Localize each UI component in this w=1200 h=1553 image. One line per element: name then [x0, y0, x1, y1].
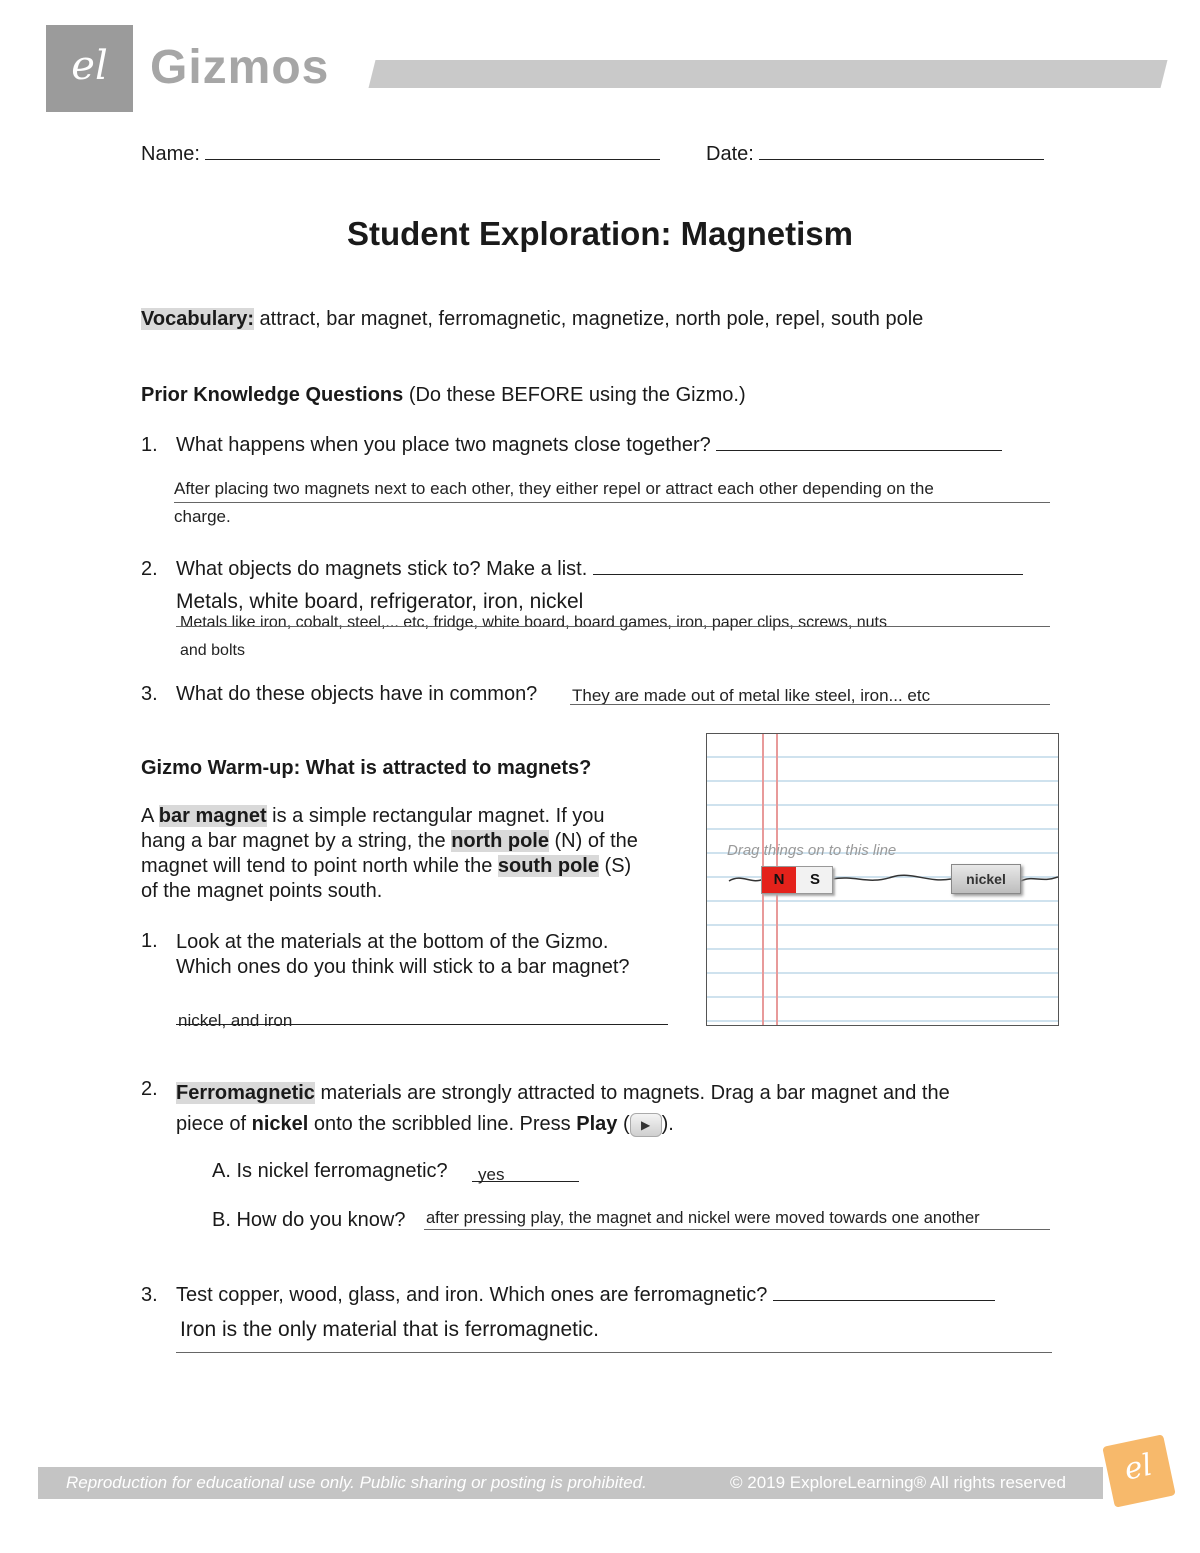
warmup-q3-text: Test copper, wood, glass, and iron. Which ones are ferromagnetic? — [176, 1284, 995, 1307]
prior-q1-text: What happens when you place two magnets close together? — [176, 434, 1002, 457]
answer-line — [176, 626, 1050, 627]
prior-q2: 2. — [141, 558, 158, 580]
gizmos-logo — [46, 25, 133, 112]
magnet-north-pole: N — [762, 867, 796, 893]
warmup-q1-answer[interactable]: nickel, and iron — [178, 1011, 293, 1030]
name-field[interactable] — [141, 143, 660, 166]
warmup-q2: 2. — [141, 1078, 158, 1100]
warmup-q2a-answer[interactable]: yes — [478, 1165, 505, 1184]
warmup-q2b-answer[interactable]: after pressing play, the magnet and nickel were moved towards one another — [426, 1209, 980, 1227]
explorelearning-logo — [1102, 1434, 1176, 1508]
footer-logo-mark: el — [1121, 1447, 1156, 1488]
page-title: Student Exploration: Magnetism — [346, 215, 854, 252]
gizmo-screenshot — [706, 733, 1059, 1026]
warmup-q2a: A. Is nickel ferromagnetic? — [212, 1160, 448, 1182]
term-bar-magnet: bar magnet — [158, 805, 267, 827]
answer-line — [472, 1181, 579, 1182]
prior-knowledge-heading: Prior Knowledge Questions (Do these BEFORE using the Gizmo.) — [141, 384, 746, 406]
magnet-south-pole: S — [809, 871, 820, 888]
term-ferromagnetic: Ferromagnetic — [176, 1082, 315, 1104]
prior-q2-answer-1[interactable]: Metals like iron, cobalt, steel,... etc, fridge, white board, board games, iron, paper clips, screws, nuts — [180, 614, 887, 631]
warmup-q1-text: Look at the materials at the bottom of the Gizmo. Which ones do you think will stick to a bar magnet? — [176, 931, 630, 978]
vocabulary — [141, 308, 923, 331]
answer-line — [570, 704, 1050, 705]
warmup-q3-answer[interactable]: Iron is the only material that is ferromagnetic. — [180, 1318, 600, 1341]
term-north-pole: north pole — [451, 830, 549, 852]
play-icon: ▶ — [630, 1113, 662, 1137]
warmup-q2b: B. How do you know? — [212, 1209, 406, 1231]
prior-q2-answer-2[interactable]: and bolts — [180, 642, 245, 659]
warmup-heading: Gizmo Warm-up: What is attracted to magnets? — [141, 757, 592, 779]
footer-notice: Reproduction for educational use only. Public sharing or posting is prohibited. — [66, 1473, 647, 1492]
warmup-q3: 3. — [141, 1284, 158, 1306]
footer-copyright: © 2019 ExploreLearning® All rights reserved — [730, 1473, 1066, 1492]
date-line[interactable] — [759, 143, 1044, 160]
name-label: Name: — [141, 143, 200, 165]
logo-mark: el — [71, 43, 108, 89]
header-bar — [369, 60, 1168, 88]
prior-q2-typed-answer[interactable]: Metals, white board, refrigerator, iron, nickel — [176, 590, 584, 613]
nickel-piece[interactable]: nickel — [951, 864, 1021, 894]
answer-line — [176, 1024, 668, 1025]
warmup-paragraph: A bar magnet is a simple rectangular magnet. If you hang a bar magnet by a string, the north pole (N) of the magnet will tend to point north while the south pole (S) of the magnet points south. — [141, 805, 638, 902]
vocabulary-terms: attract, bar magnet, ferromagnetic, magnetize, north pole, repel, south pole — [254, 308, 924, 330]
prior-q1-answer-2[interactable]: charge. — [174, 507, 231, 526]
gizmo-caption: Drag things on to this line — [727, 842, 897, 859]
prior-q3: 3. — [141, 683, 158, 705]
prior-q2-text: What objects do magnets stick to? Make a list. — [176, 558, 1023, 581]
prior-q3-text: What do these objects have in common? — [176, 683, 538, 705]
prior-q3-answer[interactable]: They are made out of metal like steel, iron... etc — [572, 686, 931, 705]
term-south-pole: south pole — [497, 855, 599, 877]
name-line[interactable] — [205, 143, 660, 160]
answer-line — [174, 502, 1050, 503]
prior-q1-answer-1[interactable]: After placing two magnets next to each other, they either repel or attract each other depending on the — [174, 479, 934, 498]
warmup-q1: 1. — [141, 930, 158, 952]
answer-line — [424, 1229, 1050, 1230]
bar-magnet[interactable] — [761, 866, 833, 894]
brand-name: Gizmos — [150, 41, 330, 94]
prior-q1: 1. — [141, 434, 158, 456]
vocabulary-label: Vocabulary: — [141, 308, 254, 330]
warmup-q2-text: Ferromagnetic materials are strongly attracted to magnets. Drag a bar magnet and the piece of nickel onto the scribbled line. Press Play ( ▶ ). — [176, 1082, 950, 1135]
date-field[interactable] — [706, 143, 1044, 166]
answer-line — [176, 1352, 1052, 1353]
date-label: Date: — [706, 143, 754, 165]
